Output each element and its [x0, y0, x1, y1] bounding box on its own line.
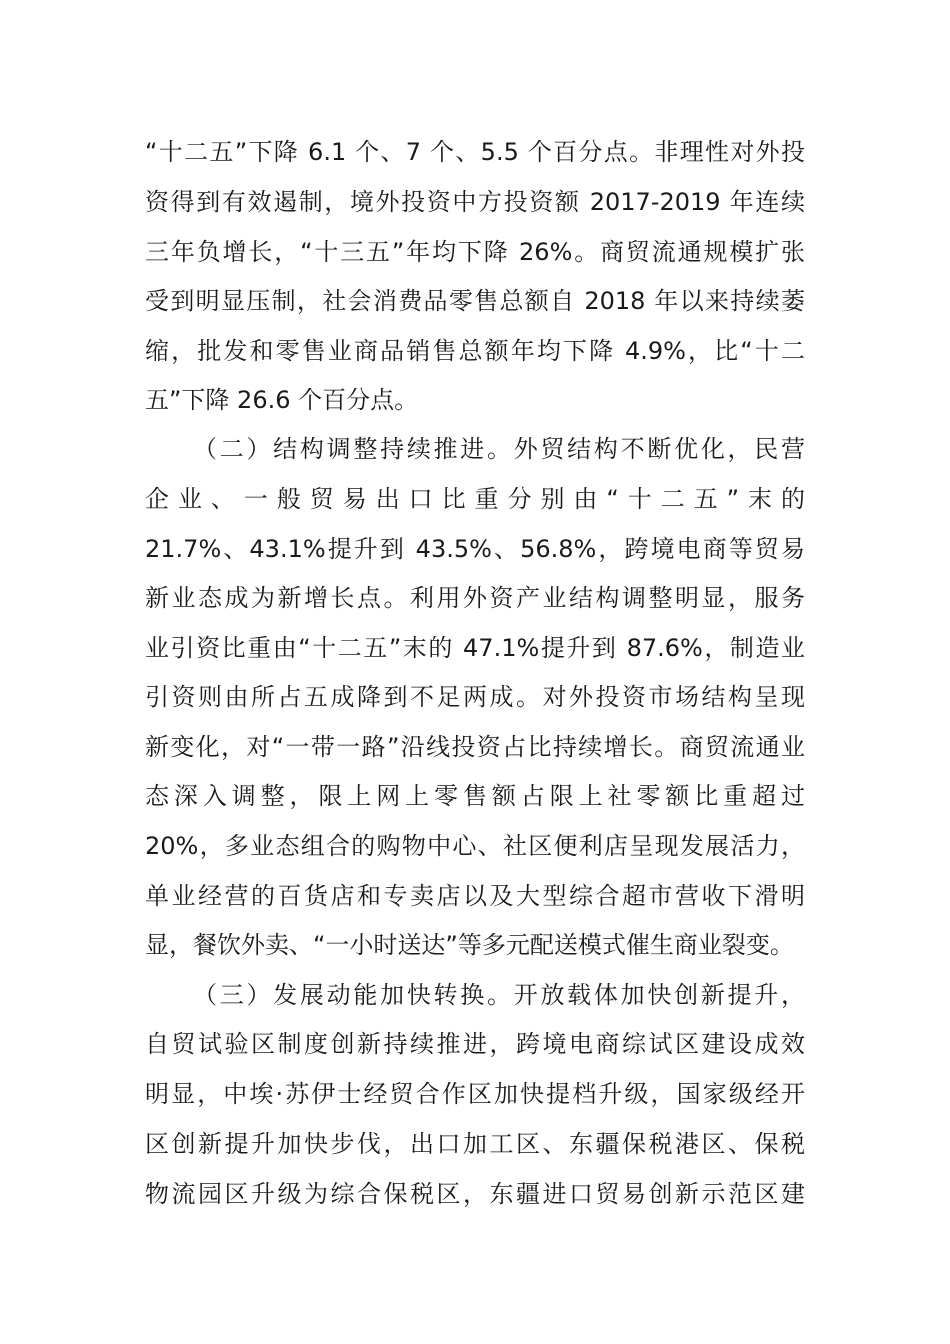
text-line: 21.7%、43.1%提升到 43.5%、56.8%，跨境电商等贸易 [145, 535, 805, 563]
text-line: 明显，中埃·苏伊士经贸合作区加快提档升级，国家级经开 [145, 1080, 805, 1108]
text-line: “十二五”下降 6.1 个、7 个、5.5 个百分点。非理性对外投 [145, 138, 805, 166]
paragraph-heading-line: （三）发展动能加快转换。开放载体加快创新提升， [193, 981, 805, 1009]
text-line: 20%，多业态组合的购物中心、社区便利店呈现发展活力， [145, 832, 805, 860]
text-line: 引资则由所占五成降到不足两成。对外投资市场结构呈现 [145, 683, 805, 711]
text-line: 新业态成为新增长点。利用外资产业结构调整明显，服务 [145, 584, 805, 612]
text-line: 显，餐饮外卖、“一小时送达”等多元配送模式催生商业裂变。 [145, 931, 794, 959]
text-line: 单业经营的百货店和专卖店以及大型综合超市营收下滑明 [145, 882, 805, 910]
text-line: 资得到有效遏制，境外投资中方投资额 2017-2019 年连续 [145, 188, 805, 216]
text-line: 新变化，对“一带一路”沿线投资占比持续增长。商贸流通业 [145, 733, 805, 761]
text-line: 受到明显压制，社会消费品零售总额自 2018 年以来持续萎 [145, 287, 805, 315]
text-line: 区创新提升加快步伐，出口加工区、东疆保税港区、保税 [145, 1130, 805, 1158]
text-line: 物流园区升级为综合保税区，东疆进口贸易创新示范区建 [145, 1180, 805, 1208]
text-line: 自贸试验区制度创新持续推进，跨境电商综试区建设成效 [145, 1030, 805, 1058]
paragraph-heading-line: （二）结构调整持续推进。外贸结构不断优化，民营 [193, 435, 805, 463]
text-line: 业引资比重由“十二五”末的 47.1%提升到 87.6%，制造业 [145, 634, 805, 662]
text-line: 态深入调整，限上网上零售额占限上社零额比重超过 [145, 782, 805, 810]
text-line: 五”下降 26.6 个百分点。 [145, 386, 419, 414]
text-line: 缩，批发和零售业商品销售总额年均下降 4.9%，比“十二 [145, 337, 805, 365]
text-line: 三年负增长，“十三五”年均下降 26%。商贸流通规模扩张 [145, 238, 805, 266]
text-line: 企业、一般贸易出口比重分别由“十二五”末的 [145, 485, 805, 513]
